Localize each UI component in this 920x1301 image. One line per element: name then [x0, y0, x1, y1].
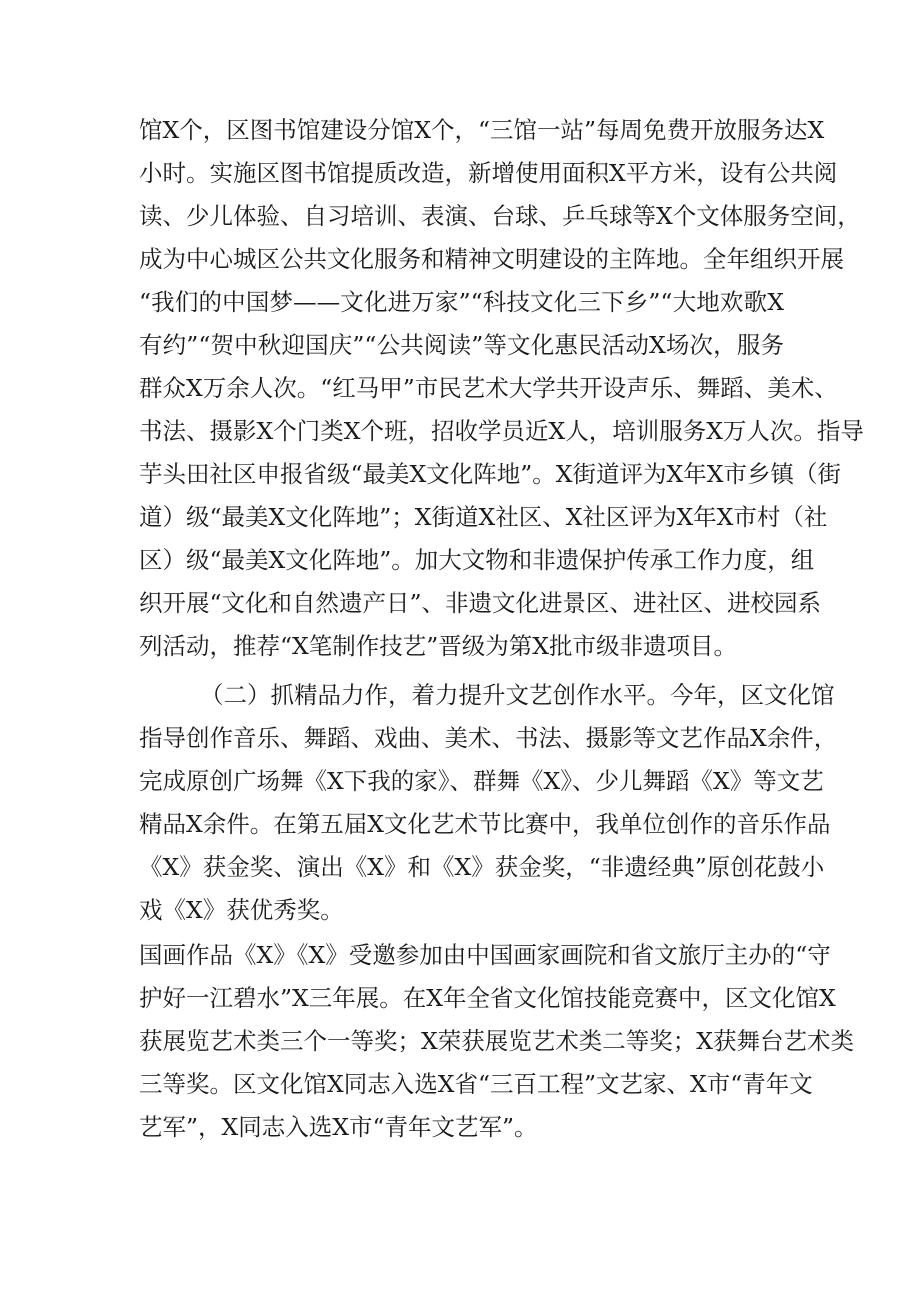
text-line: 指导创作音乐、舞蹈、戏曲、美术、书法、摄影等文艺作品X余件， [139, 724, 838, 752]
text-line: 获展览艺术类三个一等奖；X荣获展览艺术类二等奖；X获舞台艺术类 [139, 1027, 854, 1055]
text-line: 馆X个，区图书馆建设分馆X个，“三馆一站”每周免费开放服务达X [139, 116, 825, 144]
text-line: “我们的中国梦——文化进万家”“科技文化三下乡”“大地欢歌X [139, 288, 784, 316]
text-line: 读、少儿体验、自习培训、表演、台球、乒乓球等X个文体服务空间， [139, 202, 861, 230]
text-line: 列活动，推荐“X笔制作技艺”晋级为第X批市级非遗项目。 [139, 632, 737, 660]
text-line: 书法、摄影X个门类X个班，招收学员近X人，培训服务X万人次。指导 [139, 417, 864, 445]
text-line: 道）级“最美X文化阵地”；X街道X社区、X社区评为X年X市村（社 [139, 503, 828, 531]
section-heading-line: （二）抓精品力作，着力提升文艺创作水平。今年，区文化馆 [200, 681, 835, 709]
text-line: 艺军”，X同志入选X市“青年文艺军”。 [139, 1113, 538, 1141]
text-line: 群众X万余人次。“红马甲”市民艺术大学共开设声乐、舞蹈、美术、 [139, 374, 838, 402]
text-line: 精品X余件。在第五届X文化艺术节比赛中，我单位创作的音乐作品 [139, 810, 831, 838]
text-line: 《X》获金奖、演出《X》和《X》获金奖，“非遗经典”原创花鼓小 [139, 853, 825, 881]
text-line: 小时。实施区图书馆提质改造，新增使用面积X平方米，设有公共阅 [139, 159, 838, 187]
text-line: 有约”“贺中秋迎国庆”“公共阅读”等文化惠民活动X场次，服务 [139, 331, 784, 359]
text-line: 国画作品《X》《X》受邀参加由中国画家画院和省文旅厅主办的“守 [139, 941, 831, 969]
text-line: 完成原创广场舞《X下我的家》、群舞《X》、少儿舞蹈《X》等文艺 [139, 767, 824, 795]
text-line: 区）级“最美X文化阵地”。加大文物和非遗保护传承工作力度，组 [139, 546, 815, 574]
text-line: 成为中心城区公共文化服务和精神文明建设的主阵地。全年组织开展 [139, 245, 844, 273]
text-line: 三等奖。区文化馆X同志入选X省“三百工程”文艺家、X市“青年文 [139, 1070, 813, 1098]
text-line: 芋头田社区申报省级“最美X文化阵地”。X街道评为X年X市乡镇（街 [139, 460, 841, 488]
text-line: 织开展“文化和自然遗产日”、非遗文化进景区、进社区、进校园系 [139, 589, 822, 617]
text-line: 戏《X》获优秀奖。 [139, 896, 344, 924]
text-line: 护好一江碧水”X三年展。在X年全省文化馆技能竞赛中，区文化馆X [139, 984, 836, 1012]
